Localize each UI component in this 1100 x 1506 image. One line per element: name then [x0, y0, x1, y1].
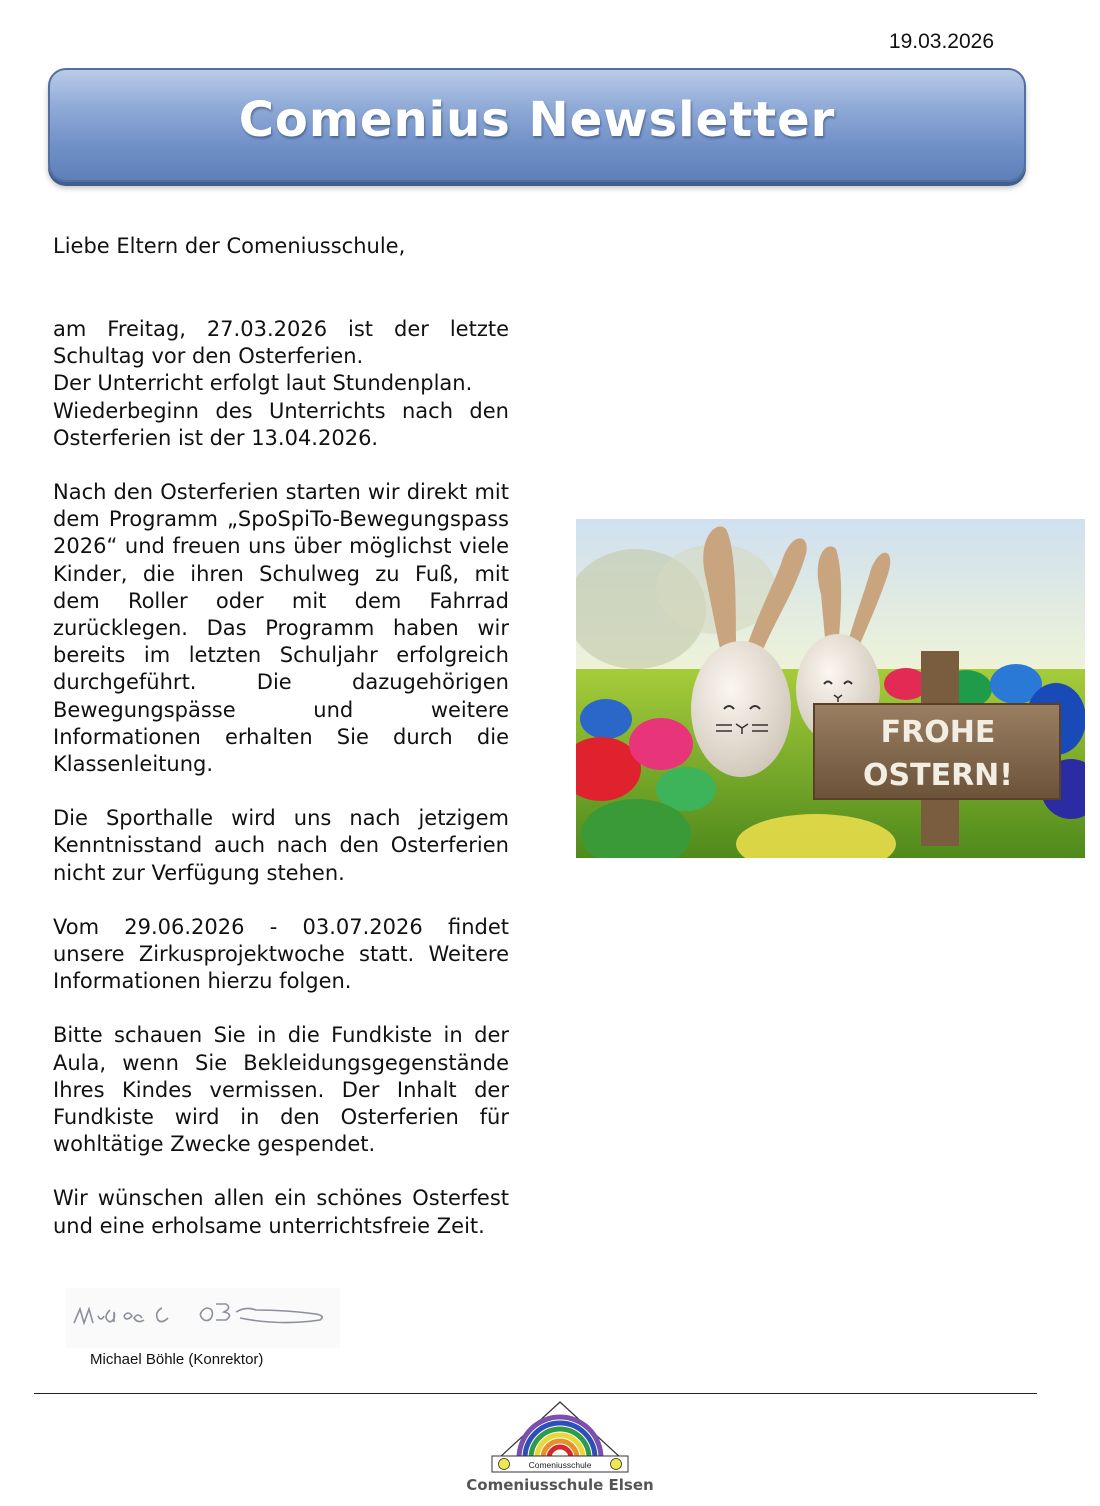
paragraph-bewegungspass: Nach den Osterferien starten wir direkt mit dem Programm „SpoSpiTo-Bewegungspass 2026“ und freuen uns über möglichst viele Kinder, die ihren Schulweg zu Fuß, mit dem Roller oder mit dem Fahrrad zurücklegen. Das Programm haben wir bereits im letzten Schuljahr erfolgreich durchgeführt. Die dazugehörigen Bewegungspässe und weitere Informationen erhalten Sie durch die Klassenleitung.: [53, 480, 509, 777]
newsletter-banner: [48, 68, 1026, 182]
footer-divider: [34, 1393, 1037, 1394]
school-name: Comeniusschule Elsen: [466, 1476, 654, 1494]
greeting: Liebe Eltern der Comeniusschule,: [53, 234, 406, 258]
text-line: Der Unterricht erfolgt laut Stundenplan.: [53, 371, 473, 396]
paragraph-wishes: Wir wünschen allen ein schönes Osterfest und eine erholsame unterrichtsfreie Zeit.: [53, 1186, 509, 1238]
signer-name: Michael Böhle (Konrektor): [90, 1351, 264, 1368]
newsletter-date: 19.03.2026: [888, 30, 994, 53]
sign-text-ostern: OSTERN!: [863, 758, 1013, 793]
paragraph-sporthalle: Die Sporthalle wird uns nach jetzigem Kenntnisstand auch nach den Osterferien nicht zur Verfügung stehen.: [53, 806, 509, 885]
easter-photo: [576, 519, 1085, 858]
handwritten-signature: [66, 1288, 340, 1348]
paragraph-fundkiste: Bitte schauen Sie in die Fundkiste in der Aula, wenn Sie Bekleidungsgegenstände Ihres Kindes vermissen. Der Inhalt der Fundkiste wird in den Osterferien für wohltätige Zwecke gespendet.: [53, 1023, 509, 1157]
text-line: Wiederbeginn des Unterrichts nach den Osterferien ist der 13.04.2026.: [53, 398, 509, 450]
newsletter-title: Comenius Newsletter: [238, 92, 836, 148]
school-logo: [489, 1400, 631, 1476]
paragraph-zirkusprojekt: Vom 29.06.2026 - 03.07.2026 findet unsere Zirkusprojektwoche statt. Weitere Informationen hierzu folgen.: [53, 914, 509, 994]
letter-body: [53, 316, 509, 1267]
paragraph-last-school-day: [53, 316, 509, 452]
sign-text-frohe: FROHE: [880, 715, 996, 750]
text-line: am Freitag, 27.03.2026 ist der letzte Schultag vor den Osterferien.: [53, 317, 509, 369]
logo-inner-text: Comeniusschule: [528, 1460, 592, 1470]
